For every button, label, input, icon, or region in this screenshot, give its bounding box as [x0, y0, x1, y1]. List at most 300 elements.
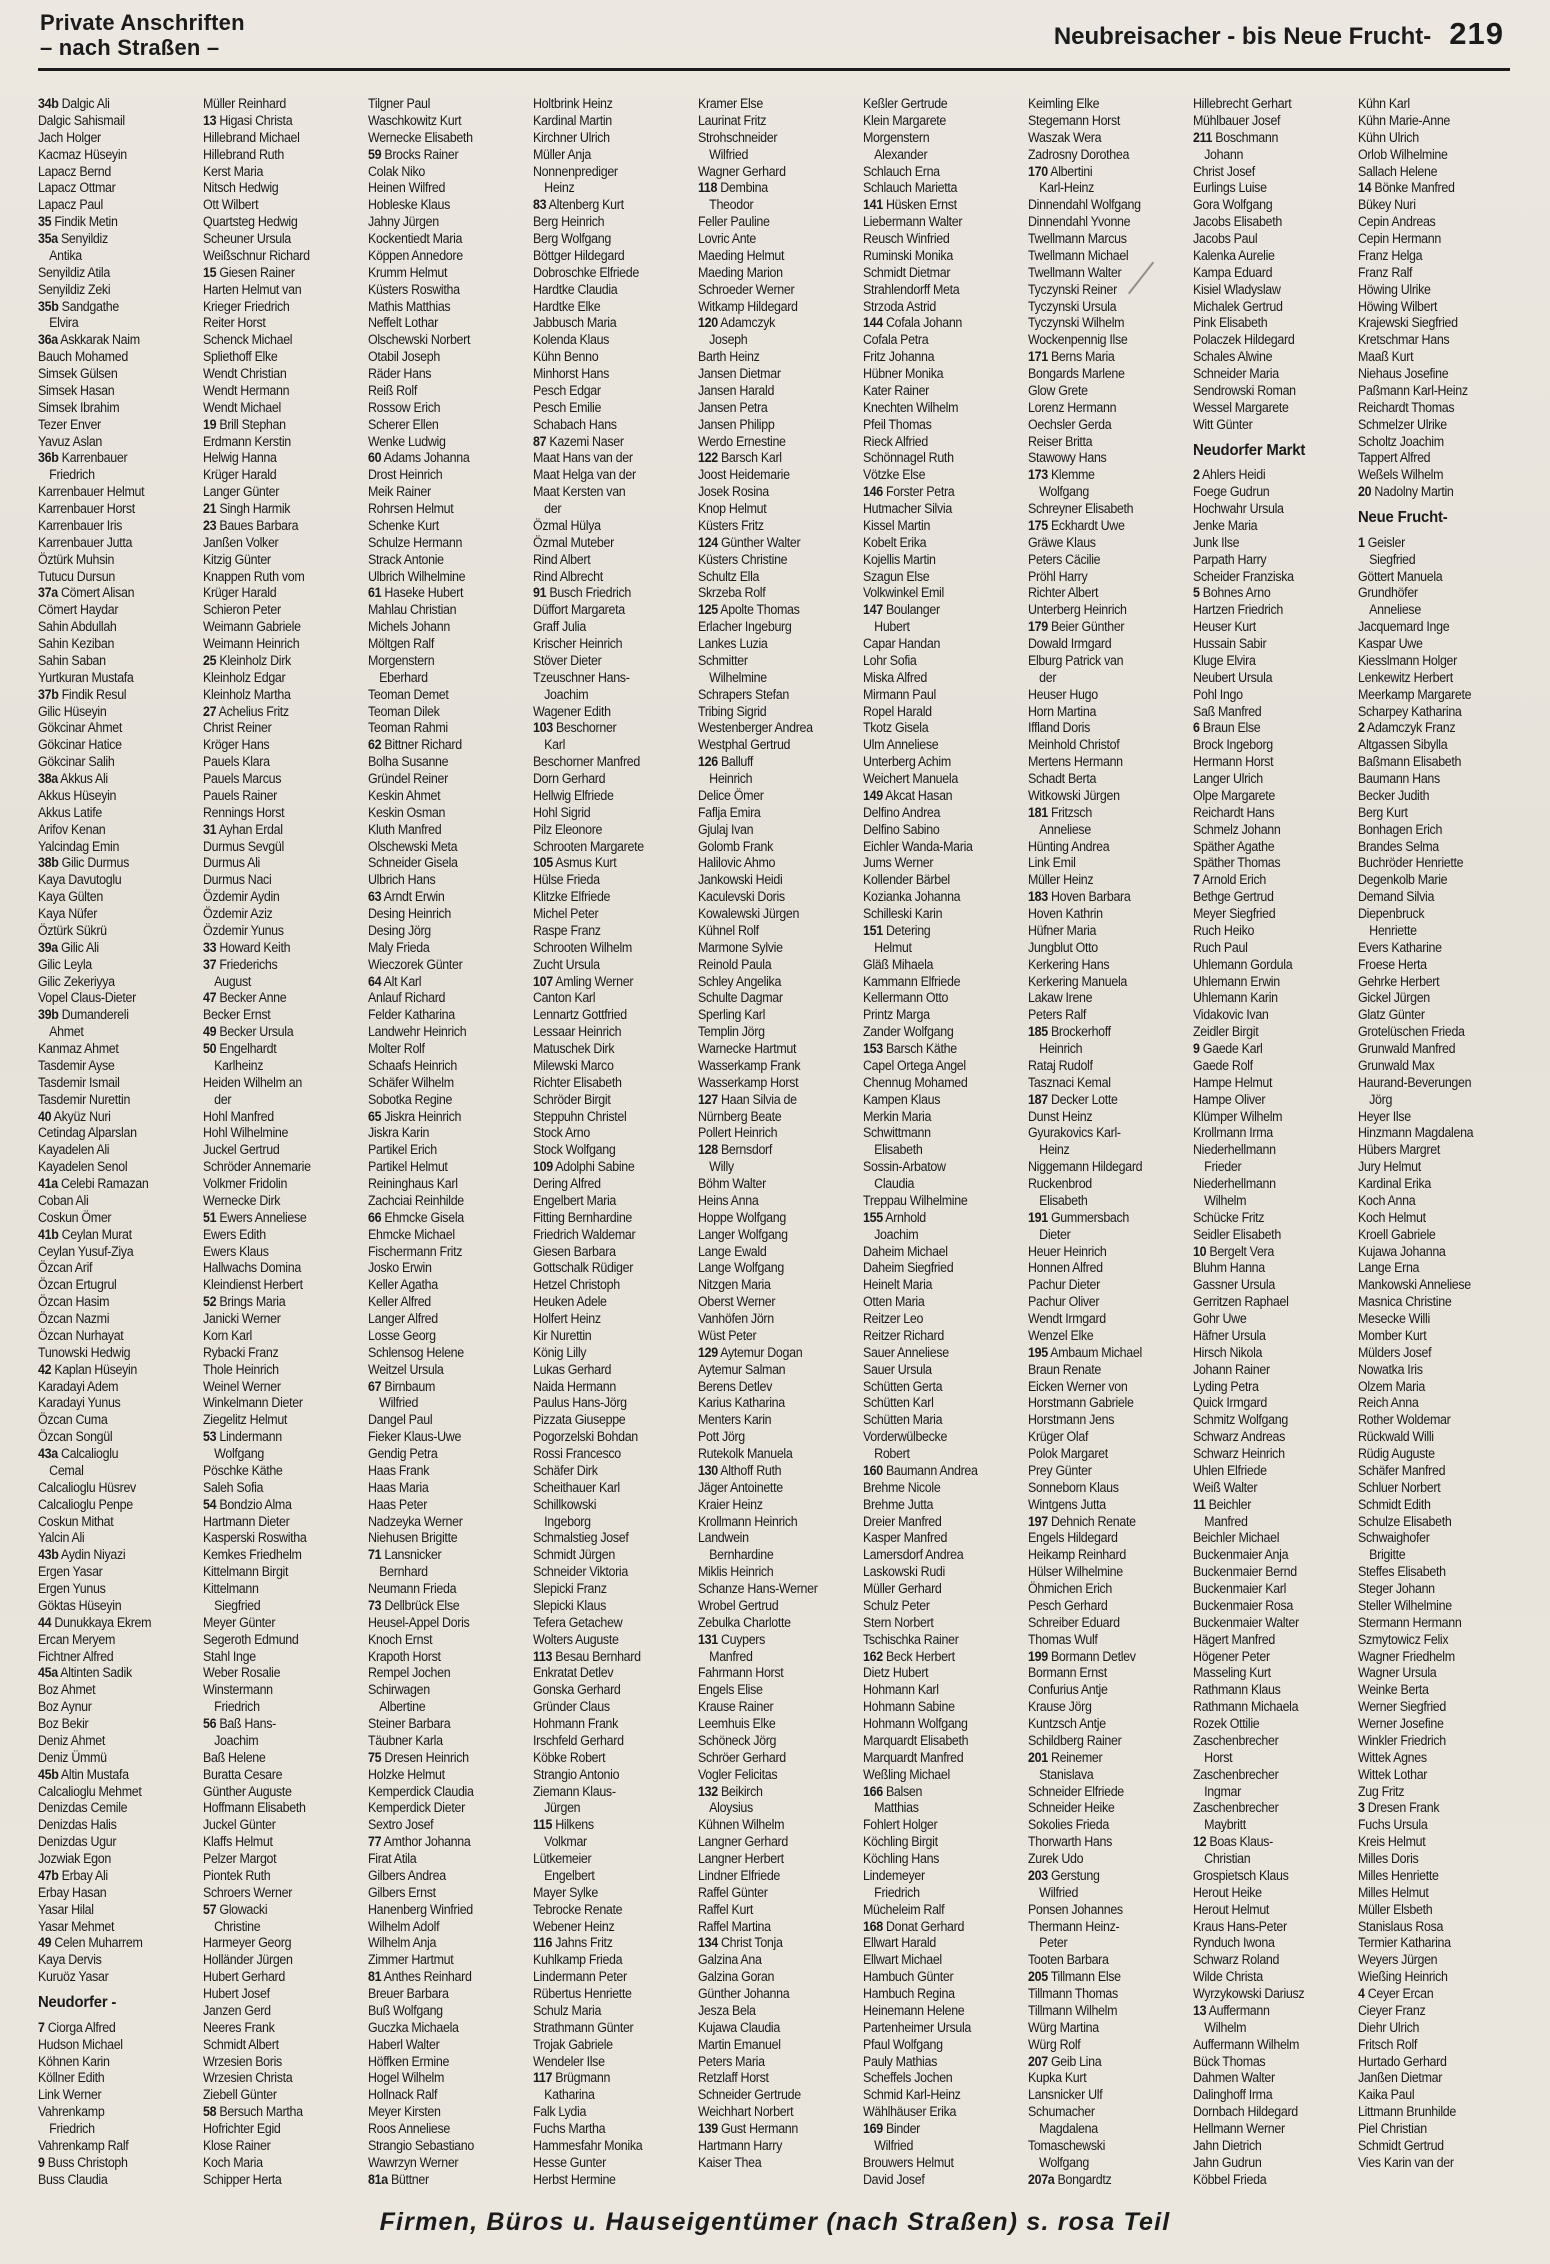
house-number: 201: [1028, 1749, 1048, 1765]
resident-entry: Klitzke Elfriede: [533, 889, 611, 905]
resident-entry: Johann Rainer: [1193, 1361, 1270, 1377]
resident-entry: Zucht Ursula: [533, 956, 600, 972]
resident-entry: Schmidt Gertrud: [1358, 2137, 1444, 2153]
resident-entry: Scheithauer Karl: [533, 1479, 620, 1495]
house-number: 2: [1358, 720, 1365, 736]
resident-entry: Dorn Gerhard: [533, 771, 606, 786]
resident-entry: Demand Silvia: [1358, 889, 1435, 905]
resident-entry: Fohlert Holger: [863, 1817, 938, 1833]
house-number: 117: [533, 2070, 553, 2086]
house-number: 197: [1028, 1513, 1048, 1529]
resident-entry: Kampen Klaus: [863, 1091, 941, 1107]
resident-entry: Strohschneider: [698, 129, 778, 145]
house-number: 77: [368, 1834, 382, 1850]
resident-entry: Weßels Wilhelm: [1358, 467, 1444, 483]
resident-entry: Milles Helmut: [1358, 1884, 1429, 1900]
resident-entry: Müller Reinhard: [203, 96, 287, 111]
entry-continuation: Friedrich: [49, 467, 95, 483]
resident-entry: Haas Frank: [368, 1462, 430, 1478]
resident-entry: Bauch Mohamed: [38, 349, 128, 365]
resident-entry: 45a Altinten Sadik: [38, 1665, 132, 1681]
resident-entry: Pilz Eleonore: [533, 821, 603, 837]
resident-entry: Schabach Hans: [533, 416, 617, 432]
house-number: 166: [863, 1783, 883, 1799]
resident-entry: Brouwers Helmut: [863, 2154, 954, 2170]
resident-entry: Jiskra Karin: [368, 1125, 430, 1141]
resident-entry: 38b Gilic Durmus: [38, 855, 129, 871]
resident-entry: Jach Holger: [38, 129, 101, 145]
resident-entry: Koch Helmut: [1358, 1209, 1426, 1225]
resident-entry: Gendig Petra: [368, 1446, 438, 1461]
resident-entry: Haas Maria: [368, 1479, 429, 1495]
entry-continuation: Wolfgang: [1039, 2154, 1089, 2170]
resident-entry: Kisiel Wladyslaw: [1193, 281, 1281, 297]
resident-entry: Grunwald Manfred: [1358, 1041, 1456, 1056]
resident-entry: Hardtke Claudia: [533, 281, 618, 297]
resident-entry: Grospietsch Klaus: [1193, 1867, 1289, 1883]
resident-entry: Faflja Emira: [698, 804, 761, 820]
resident-entry: 37b Findik Resul: [38, 686, 127, 702]
resident-entry: Szagun Else: [863, 568, 930, 584]
resident-entry: Heuken Adele: [533, 1294, 607, 1310]
resident-entry: Janßen Volker: [203, 534, 279, 550]
entry-continuation: Peter: [1039, 1935, 1068, 1951]
resident-entry: Raffel Martina: [698, 1918, 771, 1934]
resident-entry: Franz Ralf: [1358, 264, 1413, 280]
resident-entry: Piel Christian: [1358, 2121, 1427, 2136]
resident-entry: Özcan Nazmi: [38, 1311, 110, 1326]
resident-entry: Slepicki Franz: [533, 1581, 607, 1596]
resident-entry: Liebermann Walter: [863, 214, 963, 230]
resident-entry: Wernecke Elisabeth: [368, 129, 473, 145]
resident-entry: 71 Lansnicker: [368, 1547, 442, 1563]
house-number: 191: [1028, 1209, 1048, 1225]
resident-entry: Hartmann Dieter: [203, 1513, 290, 1529]
resident-entry: Reiß Rolf: [368, 382, 417, 398]
resident-entry: Hillebrecht Gerhart: [1193, 96, 1292, 111]
resident-entry: Steiner Barbara: [368, 1716, 451, 1731]
resident-entry: 64 Alt Karl: [368, 973, 422, 989]
resident-entry: 181 Fritzsch: [1028, 804, 1092, 820]
house-number: 39a: [38, 939, 58, 955]
entry-continuation: Anneliese: [1369, 602, 1421, 618]
resident-entry: Ruch Paul: [1193, 939, 1248, 955]
resident-entry: Späther Agathe: [1193, 838, 1275, 854]
resident-entry: Niehusen Brigitte: [368, 1530, 458, 1546]
resident-entry: Kayadelen Ali: [38, 1142, 110, 1158]
resident-entry: Olschewski Meta: [368, 838, 458, 854]
resident-entry: Volkmer Fridolin: [203, 1176, 288, 1191]
street-range: Neubreisacher - bis Neue Frucht-: [1053, 23, 1432, 50]
resident-entry: Kirchner Ulrich: [533, 129, 610, 145]
resident-entry: Kissel Martin: [863, 517, 931, 533]
resident-entry: Friedrich Waldemar: [533, 1226, 636, 1242]
resident-entry: Senyildiz Zeki: [38, 281, 111, 297]
resident-entry: Nadzeyka Werner: [368, 1513, 463, 1529]
resident-entry: Kühn Ulrich: [1358, 129, 1419, 145]
resident-entry: Wessel Margarete: [1193, 399, 1289, 415]
resident-entry: Öztürk Sükrü: [38, 922, 107, 938]
directory-column: [1358, 96, 1511, 2190]
resident-entry: Rother Woldemar: [1358, 1412, 1451, 1428]
resident-entry: Pröhl Harry: [1028, 568, 1088, 584]
house-number: 155: [863, 1209, 883, 1225]
resident-entry: Klose Rainer: [203, 2137, 271, 2153]
resident-entry: Heinelt Maria: [863, 1277, 933, 1293]
house-number: 73: [368, 1597, 382, 1613]
resident-entry: 185 Brockerhoff: [1028, 1024, 1111, 1040]
resident-entry: Degenkolb Marie: [1358, 872, 1448, 888]
resident-entry: Dobroschke Elfriede: [533, 264, 639, 280]
resident-entry: Engelbert Maria: [533, 1192, 617, 1208]
resident-entry: Pauels Rainer: [203, 787, 277, 803]
resident-entry: 63 Arndt Erwin: [368, 889, 445, 905]
resident-entry: Wrzesien Boris: [203, 2053, 282, 2069]
resident-entry: Tezer Enver: [38, 416, 101, 432]
resident-entry: Krollmann Heinrich: [698, 1513, 798, 1529]
resident-entry: Schirwagen: [368, 1682, 430, 1698]
resident-entry: 37a Cömert Alisan: [38, 585, 135, 601]
resident-entry: Auffermann Wilhelm: [1193, 2036, 1300, 2052]
resident-entry: Kramer Else: [698, 96, 763, 111]
resident-entry: Wenzel Elke: [1028, 1327, 1094, 1343]
resident-entry: Heuer Heinrich: [1028, 1243, 1107, 1259]
resident-entry: Mertens Hermann: [1028, 754, 1123, 770]
entry-continuation: Magdalena: [1039, 2121, 1098, 2136]
resident-entry: Schlauch Erna: [863, 163, 940, 179]
entry-continuation: Helmut: [874, 939, 912, 955]
resident-entry: Mücheleim Ralf: [863, 1901, 945, 1917]
resident-entry: Ott Wilbert: [203, 197, 259, 213]
entry-continuation: Jürgen: [544, 1800, 581, 1816]
resident-entry: 7 Ciorga Alfred: [38, 2019, 116, 2035]
resident-entry: Beschorner Manfred: [533, 754, 640, 770]
resident-entry: Tomaschewski: [1028, 2137, 1106, 2153]
resident-entry: Schwarz Roland: [1193, 1952, 1280, 1968]
resident-entry: Hampe Helmut: [1193, 1074, 1273, 1090]
resident-entry: Raspe Franz: [533, 922, 601, 938]
resident-entry: Wendt Christian: [203, 366, 287, 381]
resident-entry: Wilde Christa: [1193, 1969, 1263, 1985]
resident-entry: Schluer Norbert: [1358, 1479, 1441, 1495]
house-number: 47: [203, 990, 217, 1006]
entry-continuation: Heinz: [544, 180, 575, 196]
resident-entry: 19 Brill Stephan: [203, 416, 286, 432]
resident-entry: Stanislaus Rosa: [1358, 1918, 1444, 1934]
resident-entry: Tilgner Paul: [368, 96, 431, 111]
resident-entry: Weber Rosalie: [203, 1665, 281, 1681]
resident-entry: Tebrocke Renate: [533, 1901, 623, 1917]
resident-entry: 49 Becker Ursula: [203, 1024, 294, 1040]
resident-entry: Christ Josef: [1193, 163, 1255, 179]
resident-entry: Uhlen Elfriede: [1193, 1462, 1267, 1478]
resident-entry: Rind Albrecht: [533, 568, 603, 584]
entry-continuation: Hubert: [874, 619, 910, 635]
resident-entry: 91 Busch Friedrich: [533, 585, 631, 601]
resident-entry: Öhmichen Erich: [1028, 1581, 1113, 1596]
resident-entry: [533, 2189, 686, 2191]
resident-entry: Özcan Hasim: [38, 1294, 110, 1310]
house-number: 171: [1028, 349, 1048, 365]
resident-entry: Jansen Petra: [698, 399, 768, 415]
resident-entry: Coskun Ömer: [38, 1209, 112, 1225]
resident-entry: Werdo Ernestine: [698, 433, 786, 449]
resident-entry: Nitzgen Maria: [698, 1277, 771, 1293]
resident-entry: Meyer Günter: [203, 1614, 276, 1630]
resident-entry: Herout Helmut: [1193, 1901, 1270, 1917]
resident-entry: 7 Arnold Erich: [1193, 872, 1266, 888]
house-number: 105: [533, 855, 553, 871]
resident-entry: 187 Decker Lotte: [1028, 1091, 1118, 1107]
resident-entry: Fuchs Ursula: [1358, 1817, 1428, 1833]
resident-entry: Fahrmann Horst: [698, 1665, 784, 1681]
house-number: 81: [368, 1969, 382, 1985]
entry-continuation: [1028, 2189, 1181, 2191]
resident-entry: Gyurakovics Karl-: [1028, 1125, 1121, 1141]
street-heading: Neue Frucht-: [1358, 509, 1448, 526]
resident-entry: Dangel Paul: [368, 1412, 433, 1428]
resident-entry: Paulus Hans-Jörg: [533, 1395, 627, 1411]
resident-entry: 52 Brings Maria: [203, 1294, 286, 1310]
resident-entry: Jahn Dietrich: [1193, 2137, 1262, 2153]
resident-entry: Schütten Gerta: [863, 1378, 943, 1394]
resident-entry: Kolenda Klaus: [533, 332, 610, 348]
resident-entry: 14 Bönke Manfred: [1358, 180, 1455, 196]
resident-entry: Kittelmann: [203, 1581, 259, 1596]
resident-entry: 146 Forster Petra: [863, 484, 955, 500]
resident-entry: Kobelt Erika: [863, 534, 927, 550]
resident-entry: Grunwald Max: [1358, 1057, 1435, 1073]
house-number: 75: [368, 1749, 382, 1765]
resident-entry: Keskin Osman: [368, 804, 446, 820]
resident-entry: Quartsteg Hedwig: [203, 214, 298, 230]
resident-entry: Akkus Latife: [38, 804, 102, 820]
resident-entry: Wenke Ludwig: [368, 433, 446, 449]
house-number: 170: [1028, 163, 1048, 179]
house-number: 107: [533, 973, 553, 989]
resident-entry: 205 Tillmann Else: [1028, 1969, 1121, 1985]
resident-entry: Brandes Selma: [1358, 838, 1439, 854]
resident-entry: 77 Amthor Johanna: [368, 1834, 471, 1850]
entry-continuation: Wilhelmine: [709, 669, 767, 685]
resident-entry: 153 Barsch Käthe: [863, 1041, 957, 1056]
resident-entry: Thorwarth Hans: [1028, 1834, 1113, 1850]
resident-entry: 132 Beikirch: [698, 1783, 763, 1799]
resident-entry: Hardtke Elke: [533, 298, 601, 314]
resident-entry: Wittek Agnes: [1358, 1749, 1427, 1765]
resident-entry: Diepenbruck: [1358, 906, 1425, 921]
resident-entry: Baumann Hans: [1358, 771, 1440, 786]
resident-entry: Felder Katharina: [368, 1007, 455, 1023]
resident-entry: Vogler Felicitas: [698, 1766, 778, 1782]
resident-entry: Schaafs Heinrich: [368, 1057, 457, 1073]
resident-entry: Engels Elise: [698, 1682, 763, 1698]
house-number: 144: [863, 315, 883, 331]
resident-entry: Gora Wolfgang: [1193, 197, 1273, 213]
resident-entry: Zadrosny Dorothea: [1028, 146, 1130, 162]
resident-entry: Steller Wilhelmine: [1358, 1597, 1452, 1613]
resident-entry: Kuntzsch Antje: [1028, 1716, 1106, 1731]
resident-entry: Hogel Wilhelm: [368, 2070, 445, 2086]
house-number: 11: [1193, 1496, 1206, 1512]
resident-entry: 170 Albertini: [1028, 163, 1093, 179]
resident-entry: Link Emil: [1028, 855, 1076, 871]
resident-entry: Olzem Maria: [1358, 1378, 1426, 1394]
resident-entry: Hülse Frieda: [533, 872, 600, 888]
resident-entry: Scharpey Katharina: [1358, 703, 1462, 719]
resident-entry: Quick Irmgard: [1193, 1395, 1267, 1411]
resident-entry: Wendt Irmgard: [1028, 1311, 1106, 1326]
resident-entry: Gründer Claus: [533, 1699, 610, 1715]
house-number: 91: [533, 585, 547, 601]
resident-entry: Baß Helene: [203, 1749, 266, 1765]
resident-entry: Schmidt Albert: [203, 2036, 279, 2052]
resident-entry: Pogorzelski Bohdan: [533, 1429, 638, 1445]
resident-entry: 118 Dembina: [698, 180, 768, 196]
house-number: 83: [533, 197, 547, 213]
resident-entry: Schütten Karl: [863, 1395, 934, 1411]
resident-entry: Scherer Ellen: [368, 416, 439, 432]
resident-entry: 203 Gerstung: [1028, 1867, 1100, 1883]
house-number: 109: [533, 1159, 553, 1175]
directory-column: [368, 96, 521, 2190]
entry-continuation: Elisabeth: [1039, 1192, 1088, 1208]
resident-entry: Dreier Manfred: [863, 1513, 942, 1529]
resident-entry: Schumacher: [1028, 2104, 1095, 2120]
resident-entry: 41b Ceylan Murat: [38, 1226, 132, 1242]
resident-entry: Saß Manfred: [1193, 703, 1262, 719]
resident-entry: Schmelzer Ulrike: [1358, 416, 1447, 432]
house-number: 53: [203, 1429, 217, 1445]
resident-entry: Kammann Elfriede: [863, 973, 961, 989]
house-number: 6: [1193, 720, 1200, 736]
house-number: 124: [698, 534, 718, 550]
resident-entry: Schmidt Jürgen: [533, 1547, 615, 1563]
resident-entry: Yasar Hilal: [38, 1901, 94, 1917]
house-number: 13: [203, 112, 217, 128]
resident-entry: Grundhöfer: [1358, 585, 1418, 601]
resident-entry: Maat Helga van der: [533, 467, 636, 483]
house-number: 67: [368, 1378, 382, 1394]
resident-entry: Rennings Horst: [203, 804, 285, 820]
resident-entry: Canton Karl: [533, 990, 596, 1006]
resident-entry: Langer Ulrich: [1193, 771, 1263, 786]
resident-entry: Günther Auguste: [203, 1783, 292, 1799]
resident-entry: Denizdas Halis: [38, 1817, 117, 1833]
entry-continuation: Ingmar: [1204, 1783, 1241, 1799]
resident-entry: Schrapers Stefan: [698, 686, 790, 702]
house-number: 62: [368, 737, 382, 753]
resident-entry: Kuhlkamp Frieda: [533, 1952, 623, 1968]
resident-entry: Pauels Marcus: [203, 771, 282, 786]
entry-continuation: Wolfgang: [1039, 484, 1089, 500]
resident-entry: Sahin Saban: [38, 652, 106, 668]
house-number: 34b: [38, 96, 59, 111]
resident-entry: Mesecke Willi: [1358, 1311, 1430, 1326]
resident-entry: Lamersdorf Andrea: [863, 1547, 964, 1563]
resident-entry: Köhnen Karin: [38, 2053, 110, 2069]
resident-entry: Masnica Christine: [1358, 1294, 1452, 1310]
resident-entry: Nürnberg Beate: [698, 1108, 782, 1124]
resident-entry: Kerst Maria: [203, 163, 264, 179]
house-number: 147: [863, 602, 883, 618]
resident-entry: Hüfner Maria: [1028, 922, 1097, 938]
resident-entry: Irschfeld Gerhard: [533, 1732, 624, 1748]
resident-entry: Kojellis Martin: [863, 551, 936, 567]
resident-entry: Spliethoff Elke: [203, 349, 278, 365]
resident-entry: Pöschke Käthe: [203, 1462, 283, 1478]
resident-entry: Laurinat Fritz: [698, 112, 767, 128]
resident-entry: Krüger Harald: [203, 585, 277, 601]
resident-entry: Cieyer Franz: [1358, 2002, 1426, 2018]
resident-entry: Täubner Karla: [368, 1732, 443, 1748]
resident-entry: Mayer Sylke: [533, 1884, 598, 1900]
resident-entry: Dahmen Walter: [1193, 2070, 1275, 2086]
resident-entry: Kleindienst Herbert: [203, 1277, 303, 1293]
resident-entry: Kühn Benno: [533, 349, 599, 365]
resident-entry: Nowatka Iris: [1358, 1361, 1423, 1377]
resident-entry: 122 Barsch Karl: [698, 450, 782, 466]
entry-continuation: Jörg: [1369, 1091, 1393, 1107]
house-number: 63: [368, 889, 382, 905]
resident-entry: Schöneck Jörg: [698, 1732, 777, 1748]
resident-entry: Gickel Jürgen: [1358, 990, 1430, 1006]
resident-entry: 56 Baß Hans-: [203, 1716, 276, 1731]
resident-entry: Tyczynski Reiner: [1028, 281, 1117, 297]
resident-entry: Kleinholz Martha: [203, 686, 291, 702]
resident-entry: Lange Wolfgang: [698, 1260, 784, 1276]
resident-entry: Kalenka Aurelie: [1193, 247, 1275, 263]
resident-entry: Kerkering Manuela: [1028, 973, 1128, 989]
resident-entry: Pohl Ingo: [1193, 686, 1243, 702]
resident-entry: 113 Besau Bernhard: [533, 1648, 641, 1664]
house-number: 20: [1358, 484, 1372, 500]
resident-entry: Ewers Edith: [203, 1226, 266, 1242]
resident-entry: Mahlau Christian: [368, 602, 457, 618]
house-number: 2: [1193, 467, 1200, 483]
resident-entry: Weimann Gabriele: [203, 619, 301, 635]
resident-entry: Strahlendorff Meta: [863, 281, 960, 297]
resident-entry: Wüst Peter: [698, 1327, 757, 1343]
resident-entry: Rozek Ottilie: [1193, 1716, 1260, 1731]
resident-entry: Krause Rainer: [698, 1699, 774, 1715]
resident-entry: Krüger Olaf: [1028, 1429, 1089, 1445]
resident-entry: Parpath Harry: [1193, 551, 1267, 567]
resident-entry: Wieczorek Günter: [368, 956, 463, 972]
house-number: 71: [368, 1547, 382, 1563]
resident-entry: Meyer Kirsten: [368, 2104, 441, 2120]
resident-entry: Westphal Gertrud: [698, 737, 791, 753]
resident-entry: Tutucu Dursun: [38, 568, 115, 584]
resident-entry: Rieck Alfried: [863, 433, 928, 449]
resident-entry: Düffort Margareta: [533, 602, 625, 618]
resident-entry: Heuser Hugo: [1028, 686, 1098, 702]
resident-entry: 35a Senyildiz: [38, 231, 108, 246]
resident-entry: Schillkowski: [533, 1496, 597, 1512]
resident-entry: Heuser Kurt: [1193, 619, 1256, 635]
resident-entry: Wintgens Jutta: [1028, 1496, 1106, 1512]
house-number: 19: [203, 416, 217, 432]
resident-entry: Uhlemann Gordula: [1193, 956, 1293, 972]
resident-entry: 33 Howard Keith: [203, 939, 291, 955]
resident-entry: Juckel Gertrud: [203, 1142, 280, 1158]
resident-entry: Ceylan Yusuf-Ziya: [38, 1243, 134, 1259]
resident-entry: Krumm Helmut: [368, 264, 448, 280]
resident-entry: Schmidt Edith: [1358, 1496, 1431, 1512]
resident-entry: Sahin Keziban: [38, 636, 115, 651]
entry-continuation: Johann: [1204, 146, 1244, 162]
resident-entry: Galzina Ana: [698, 1952, 762, 1968]
